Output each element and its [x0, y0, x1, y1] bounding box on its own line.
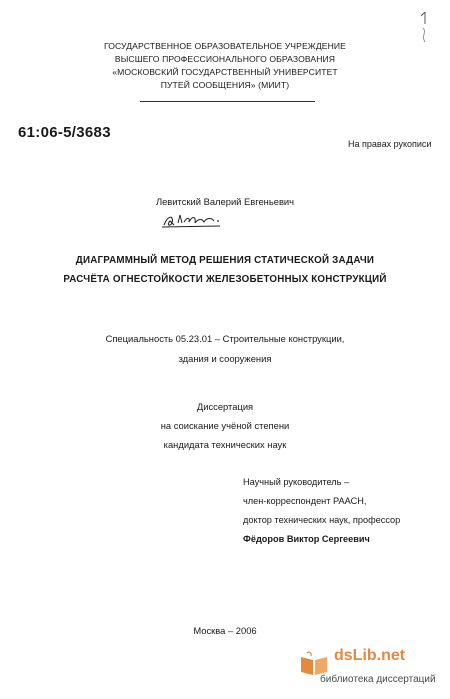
supervisor-line: доктор технических наук, профессор [243, 515, 401, 525]
manuscript-rights: На правах рукописи [348, 139, 432, 149]
degree-line: на соискание учёной степени [160, 420, 290, 431]
supervisor-name: Фёдоров Виктор Сергеевич [243, 534, 370, 544]
specialty [0, 329, 450, 369]
watermark[interactable] [298, 647, 443, 695]
institution-line: ВЫСШЕГО ПРОФЕССИОНАЛЬНОГО ОБРАЗОВАНИЯ [114, 54, 336, 64]
institution-line: ГОСУДАРСТВЕННОЕ ОБРАЗОВАТЕЛЬНОЕ УЧРЕЖДЕНИЕ [103, 41, 346, 51]
degree-statement [0, 397, 450, 454]
specialty-line: Специальность 05.23.01 – Строительные конструкции, [105, 333, 345, 344]
institution-header [0, 40, 450, 92]
degree-line: Диссертация [196, 401, 254, 412]
supervisor-block [243, 473, 400, 549]
dissertation-title [0, 251, 450, 289]
handwritten-mark-icon [415, 10, 435, 46]
author-name: Левитский Валерий Евгеньевич [155, 196, 295, 207]
title-line: РАСЧЁТА ОГНЕСТОЙКОСТИ ЖЕЛЕЗОБЕТОННЫХ КОНСТРУКЦИЙ [63, 274, 387, 285]
title-line: ДИАГРАММНЫЙ МЕТОД РЕШЕНИЯ СТАТИЧЕСКОЙ ЗАДАЧИ [75, 255, 375, 266]
institution-line: «МОСКОВСКИЙ ГОСУДАРСТВЕННЫЙ УНИВЕРСИТЕТ [112, 67, 338, 77]
degree-line: кандидата технических наук [163, 439, 287, 450]
supervisor-line: Научный руководитель – [243, 477, 350, 487]
watermark-caption: библиотека диссертаций [320, 674, 436, 685]
specialty-line: здания и сооружения [178, 353, 272, 364]
institution-line: ПУТЕЙ СООБЩЕНИЯ» (МИИТ) [160, 80, 290, 90]
header-divider [140, 101, 315, 102]
watermark-site: dsLib.net [334, 647, 406, 664]
city-year: Москва – 2006 [193, 625, 257, 636]
signature-icon [160, 209, 230, 231]
supervisor-line: член-корреспондент РААСН, [243, 496, 367, 506]
catalog-code: 61:06-5/3683 [18, 124, 111, 141]
